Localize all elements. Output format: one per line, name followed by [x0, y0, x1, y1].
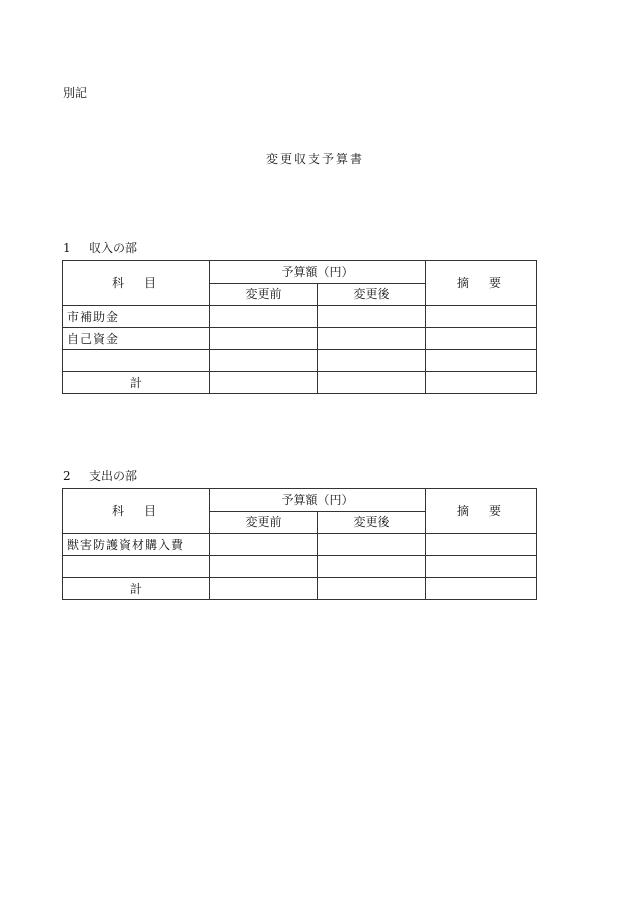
expense-table — [62, 488, 537, 600]
income-section-title: 収入の部 — [89, 241, 138, 255]
income-remarks-total — [426, 372, 537, 394]
income-after-total — [318, 372, 426, 394]
expense-after-total — [318, 578, 426, 600]
expense-subject-header: 科 目 — [63, 489, 210, 534]
expense-after-cell — [318, 534, 426, 556]
expense-before-cell — [210, 556, 318, 578]
income-item-label — [63, 350, 210, 372]
income-subject-header: 科 目 — [63, 261, 210, 306]
expense-section-number: 2 — [63, 469, 71, 483]
income-before-cell — [210, 350, 318, 372]
note-label: 別記 — [63, 86, 88, 100]
expense-remarks-cell — [426, 556, 537, 578]
income-section-heading — [63, 241, 137, 255]
document-title: 変更収支予算書 — [265, 152, 364, 166]
table-row — [63, 556, 537, 578]
income-budget-header: 予算額（円） — [210, 261, 426, 284]
expense-before-cell — [210, 534, 318, 556]
table-row — [63, 534, 537, 556]
income-header-row — [63, 261, 537, 284]
table-row — [63, 306, 537, 328]
expense-section-title: 支出の部 — [89, 469, 138, 483]
expense-remarks-total — [426, 578, 537, 600]
income-after-cell — [318, 306, 426, 328]
expense-budget-header: 予算額（円） — [210, 489, 426, 512]
income-before-header: 変更前 — [210, 283, 318, 306]
income-after-header: 変更後 — [318, 283, 426, 306]
income-before-cell — [210, 306, 318, 328]
expense-item-label — [63, 556, 210, 578]
income-remarks-header: 摘 要 — [426, 261, 537, 306]
income-table — [62, 260, 537, 394]
income-total-label: 計 — [63, 372, 210, 394]
expense-before-header: 変更前 — [210, 511, 318, 534]
income-remarks-cell — [426, 328, 537, 350]
income-item-label: 市補助金 — [63, 306, 210, 328]
income-before-total — [210, 372, 318, 394]
income-remarks-cell — [426, 350, 537, 372]
expense-before-total — [210, 578, 318, 600]
expense-total-label: 計 — [63, 578, 210, 600]
expense-item-label: 獣害防護資材購入費 — [63, 534, 210, 556]
expense-header-row — [63, 489, 537, 512]
income-after-cell — [318, 350, 426, 372]
income-item-label: 自己資金 — [63, 328, 210, 350]
expense-section-heading — [63, 469, 137, 483]
income-before-cell — [210, 328, 318, 350]
income-total-row — [63, 372, 537, 394]
expense-after-header: 変更後 — [318, 511, 426, 534]
table-row — [63, 350, 537, 372]
income-section-number: 1 — [63, 241, 71, 255]
expense-after-cell — [318, 556, 426, 578]
income-after-cell — [318, 328, 426, 350]
table-row — [63, 328, 537, 350]
expense-remarks-header: 摘 要 — [426, 489, 537, 534]
expense-remarks-cell — [426, 534, 537, 556]
expense-total-row — [63, 578, 537, 600]
income-remarks-cell — [426, 306, 537, 328]
